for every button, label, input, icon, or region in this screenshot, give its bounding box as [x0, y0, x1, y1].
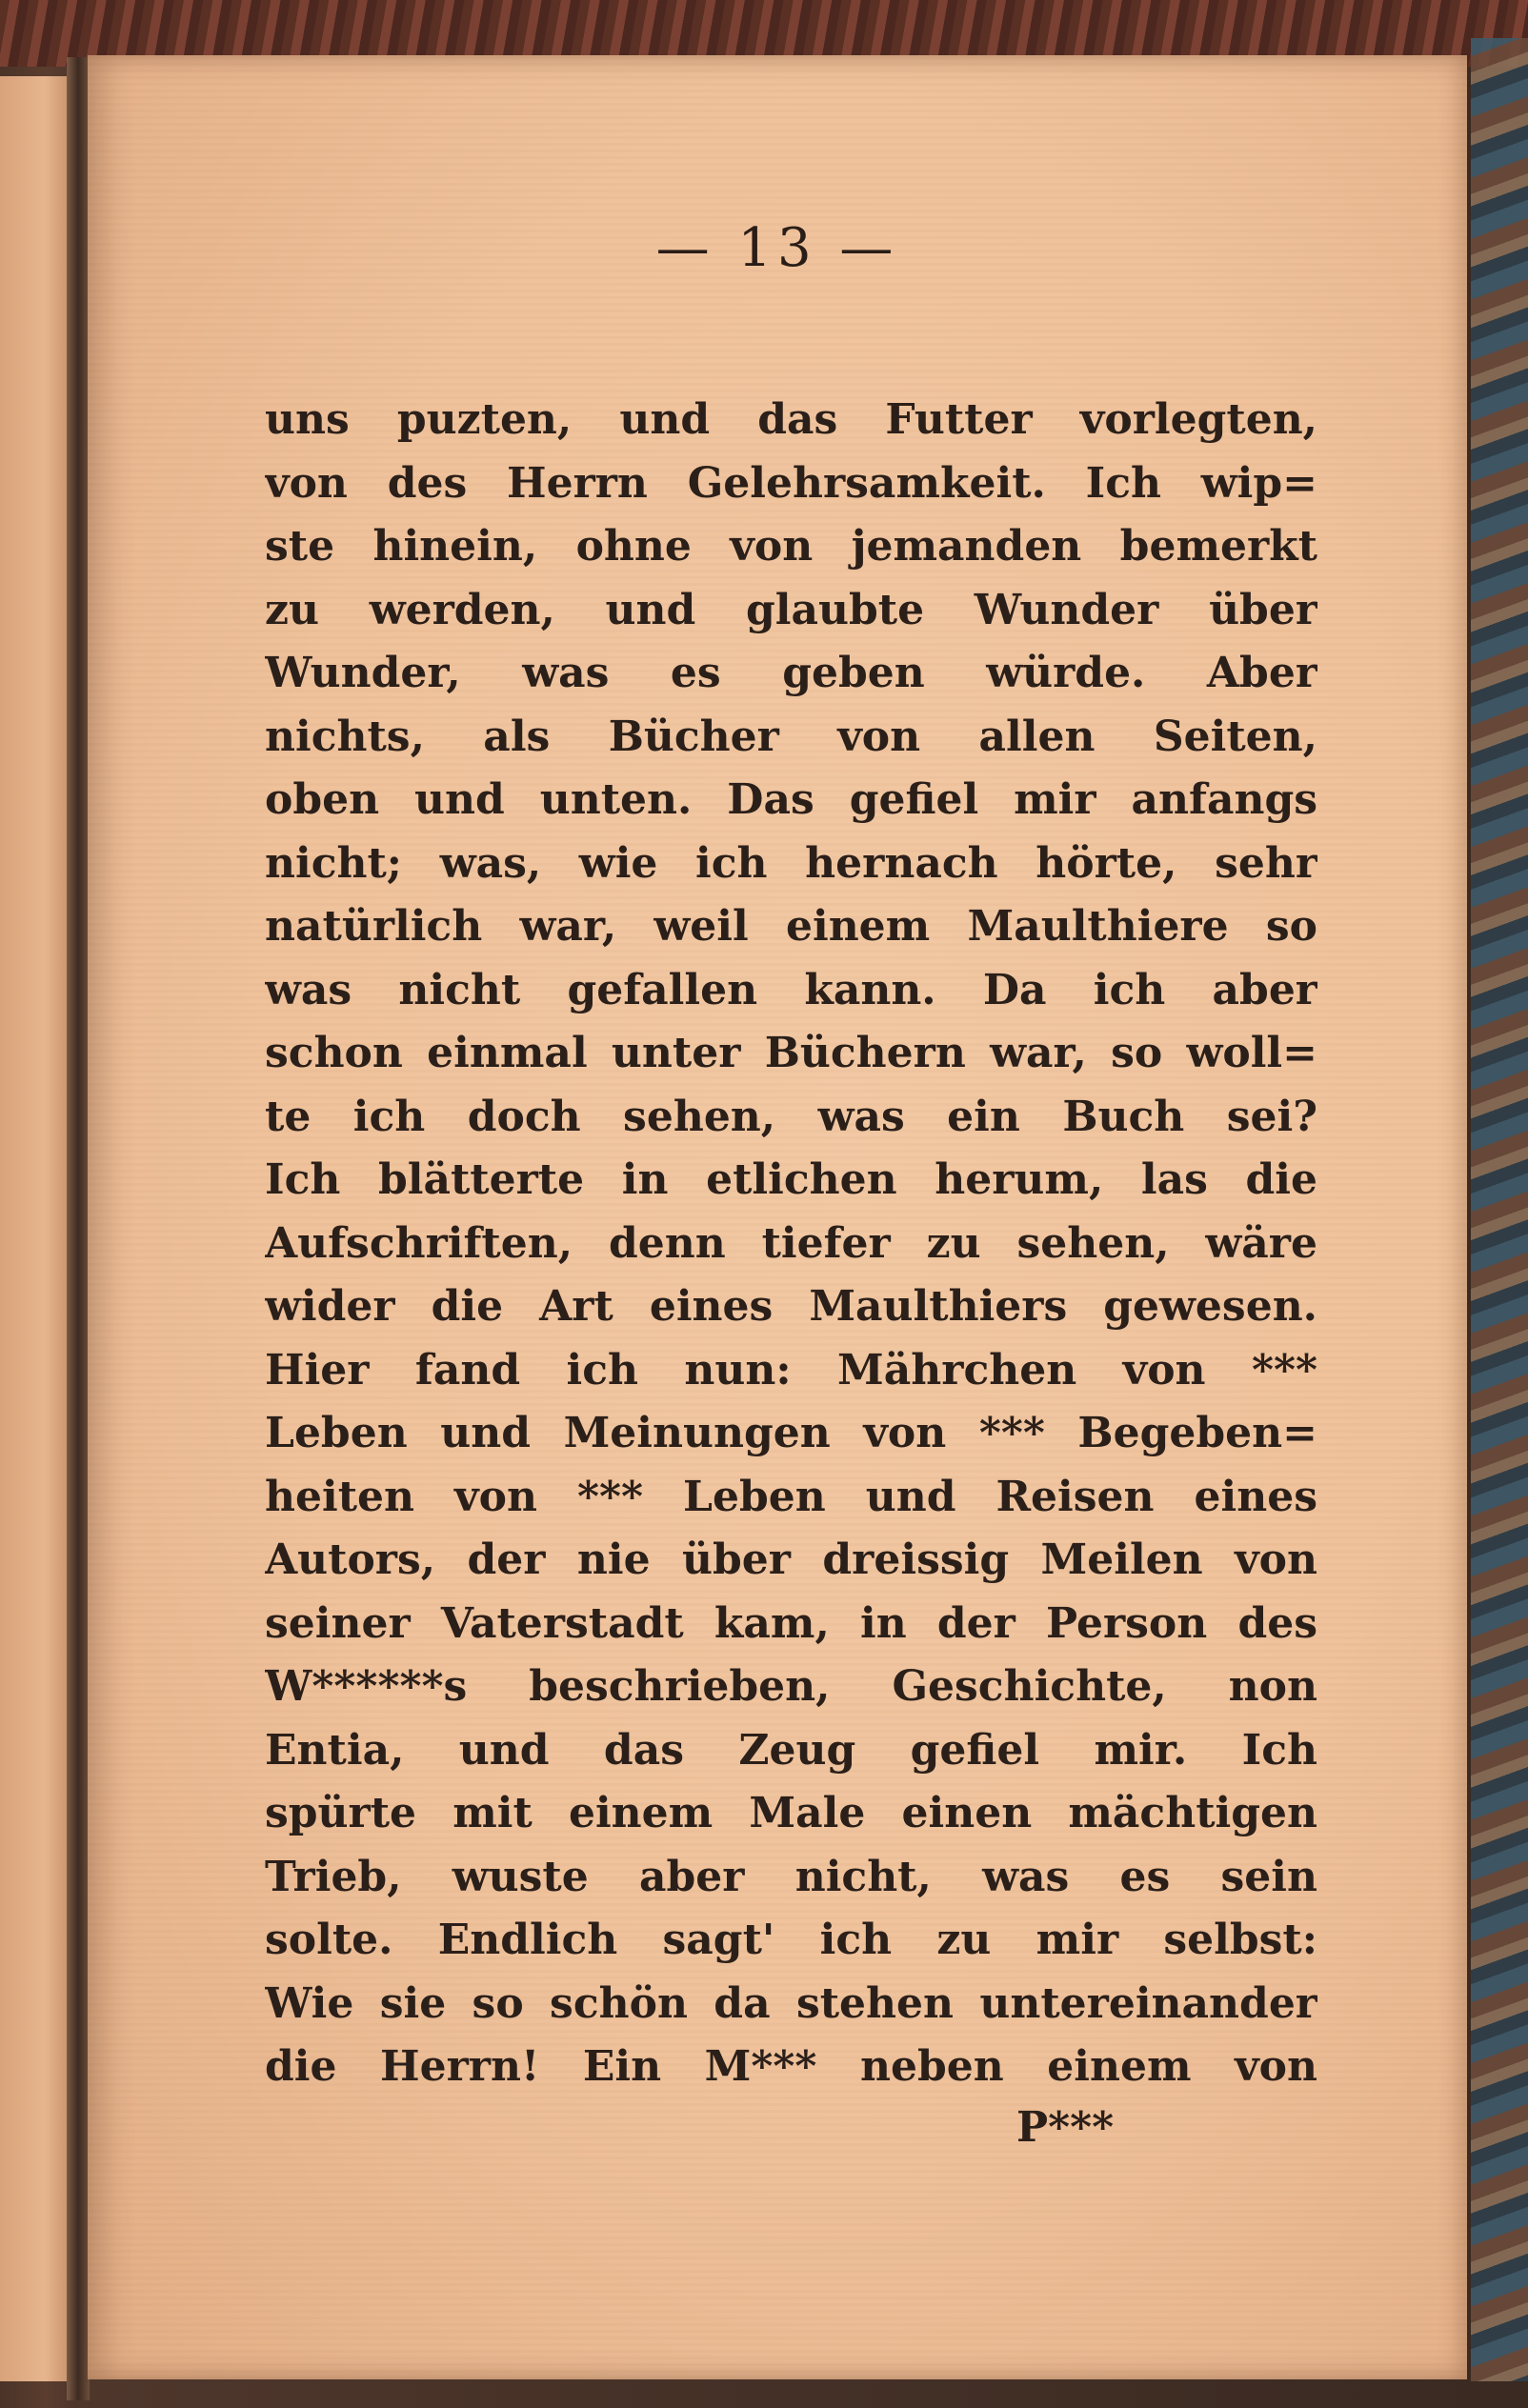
- text-line: nichts, als Bücher von allen Seiten,: [265, 712, 1317, 761]
- text-line: heiten von *** Leben und Reisen eines: [265, 1472, 1317, 1521]
- text-line: Wunder, was es geben würde. Aber: [265, 649, 1317, 697]
- text-line: was nicht gefallen kann. Da ich aber: [265, 965, 1317, 1014]
- text-line: Autors, der nie über dreissig Meilen von: [265, 1535, 1317, 1584]
- text-line: Wie sie so schön da stehen untereinander: [265, 1978, 1317, 2028]
- text-line: ste hinein, ohne von jemanden bemerkt: [265, 522, 1317, 571]
- text-line: Ich blätterte in etlichen herum, las die: [265, 1155, 1317, 1204]
- text-line: die Herrn! Ein M*** neben einem von: [265, 2042, 1317, 2091]
- text-line: spürte mit einem Male einen mächtigen: [265, 1789, 1317, 1837]
- page-number: — 13 —: [655, 217, 899, 279]
- text-line: wider die Art eines Maulthiers gewesen.: [265, 1282, 1317, 1331]
- text-line: seiner Vaterstadt kam, in der Person des: [265, 1598, 1317, 1648]
- text-line: Hier fand ich nun: Mährchen von ***: [265, 1345, 1317, 1395]
- text-line: uns puzten, und das Futter vorlegten,: [265, 395, 1317, 444]
- text-line: Aufschriften, denn tiefer zu sehen, wäre: [265, 1218, 1317, 1268]
- text-line: Leben und Meinungen von *** Begeben=: [265, 1409, 1317, 1457]
- text-line: von des Herrn Gelehrsamkeit. Ich wip=: [265, 458, 1317, 508]
- text-line: Trieb, wuste aber nicht, was es sein: [265, 1852, 1317, 1901]
- text-line: te ich doch sehen, was ein Buch sei?: [265, 1092, 1317, 1141]
- book-page: [88, 55, 1467, 2379]
- text-line: solte. Endlich sagt' ich zu mir selbst:: [265, 1916, 1317, 1964]
- previous-page-edge: [0, 76, 74, 2381]
- catchword: P***: [1016, 2103, 1115, 2152]
- text-line: W******s beschrieben, Geschichte, non: [265, 1662, 1317, 1711]
- text-line: nicht; was, wie ich hernach hörte, sehr: [265, 838, 1317, 888]
- text-line: schon einmal unter Büchern war, so woll=: [265, 1029, 1317, 1077]
- page-text: [265, 389, 1317, 2099]
- text-line: zu werden, und glaubte Wunder über: [265, 585, 1317, 634]
- text-line: natürlich war, weil einem Maulthiere so: [265, 902, 1317, 951]
- text-line: oben und unten. Das gefiel mir anfangs: [265, 775, 1317, 824]
- marbled-cover-edge: [1471, 38, 1528, 2381]
- book-gutter: [67, 57, 90, 2400]
- text-line: Entia, und das Zeug gefiel mir. Ich: [265, 1725, 1317, 1775]
